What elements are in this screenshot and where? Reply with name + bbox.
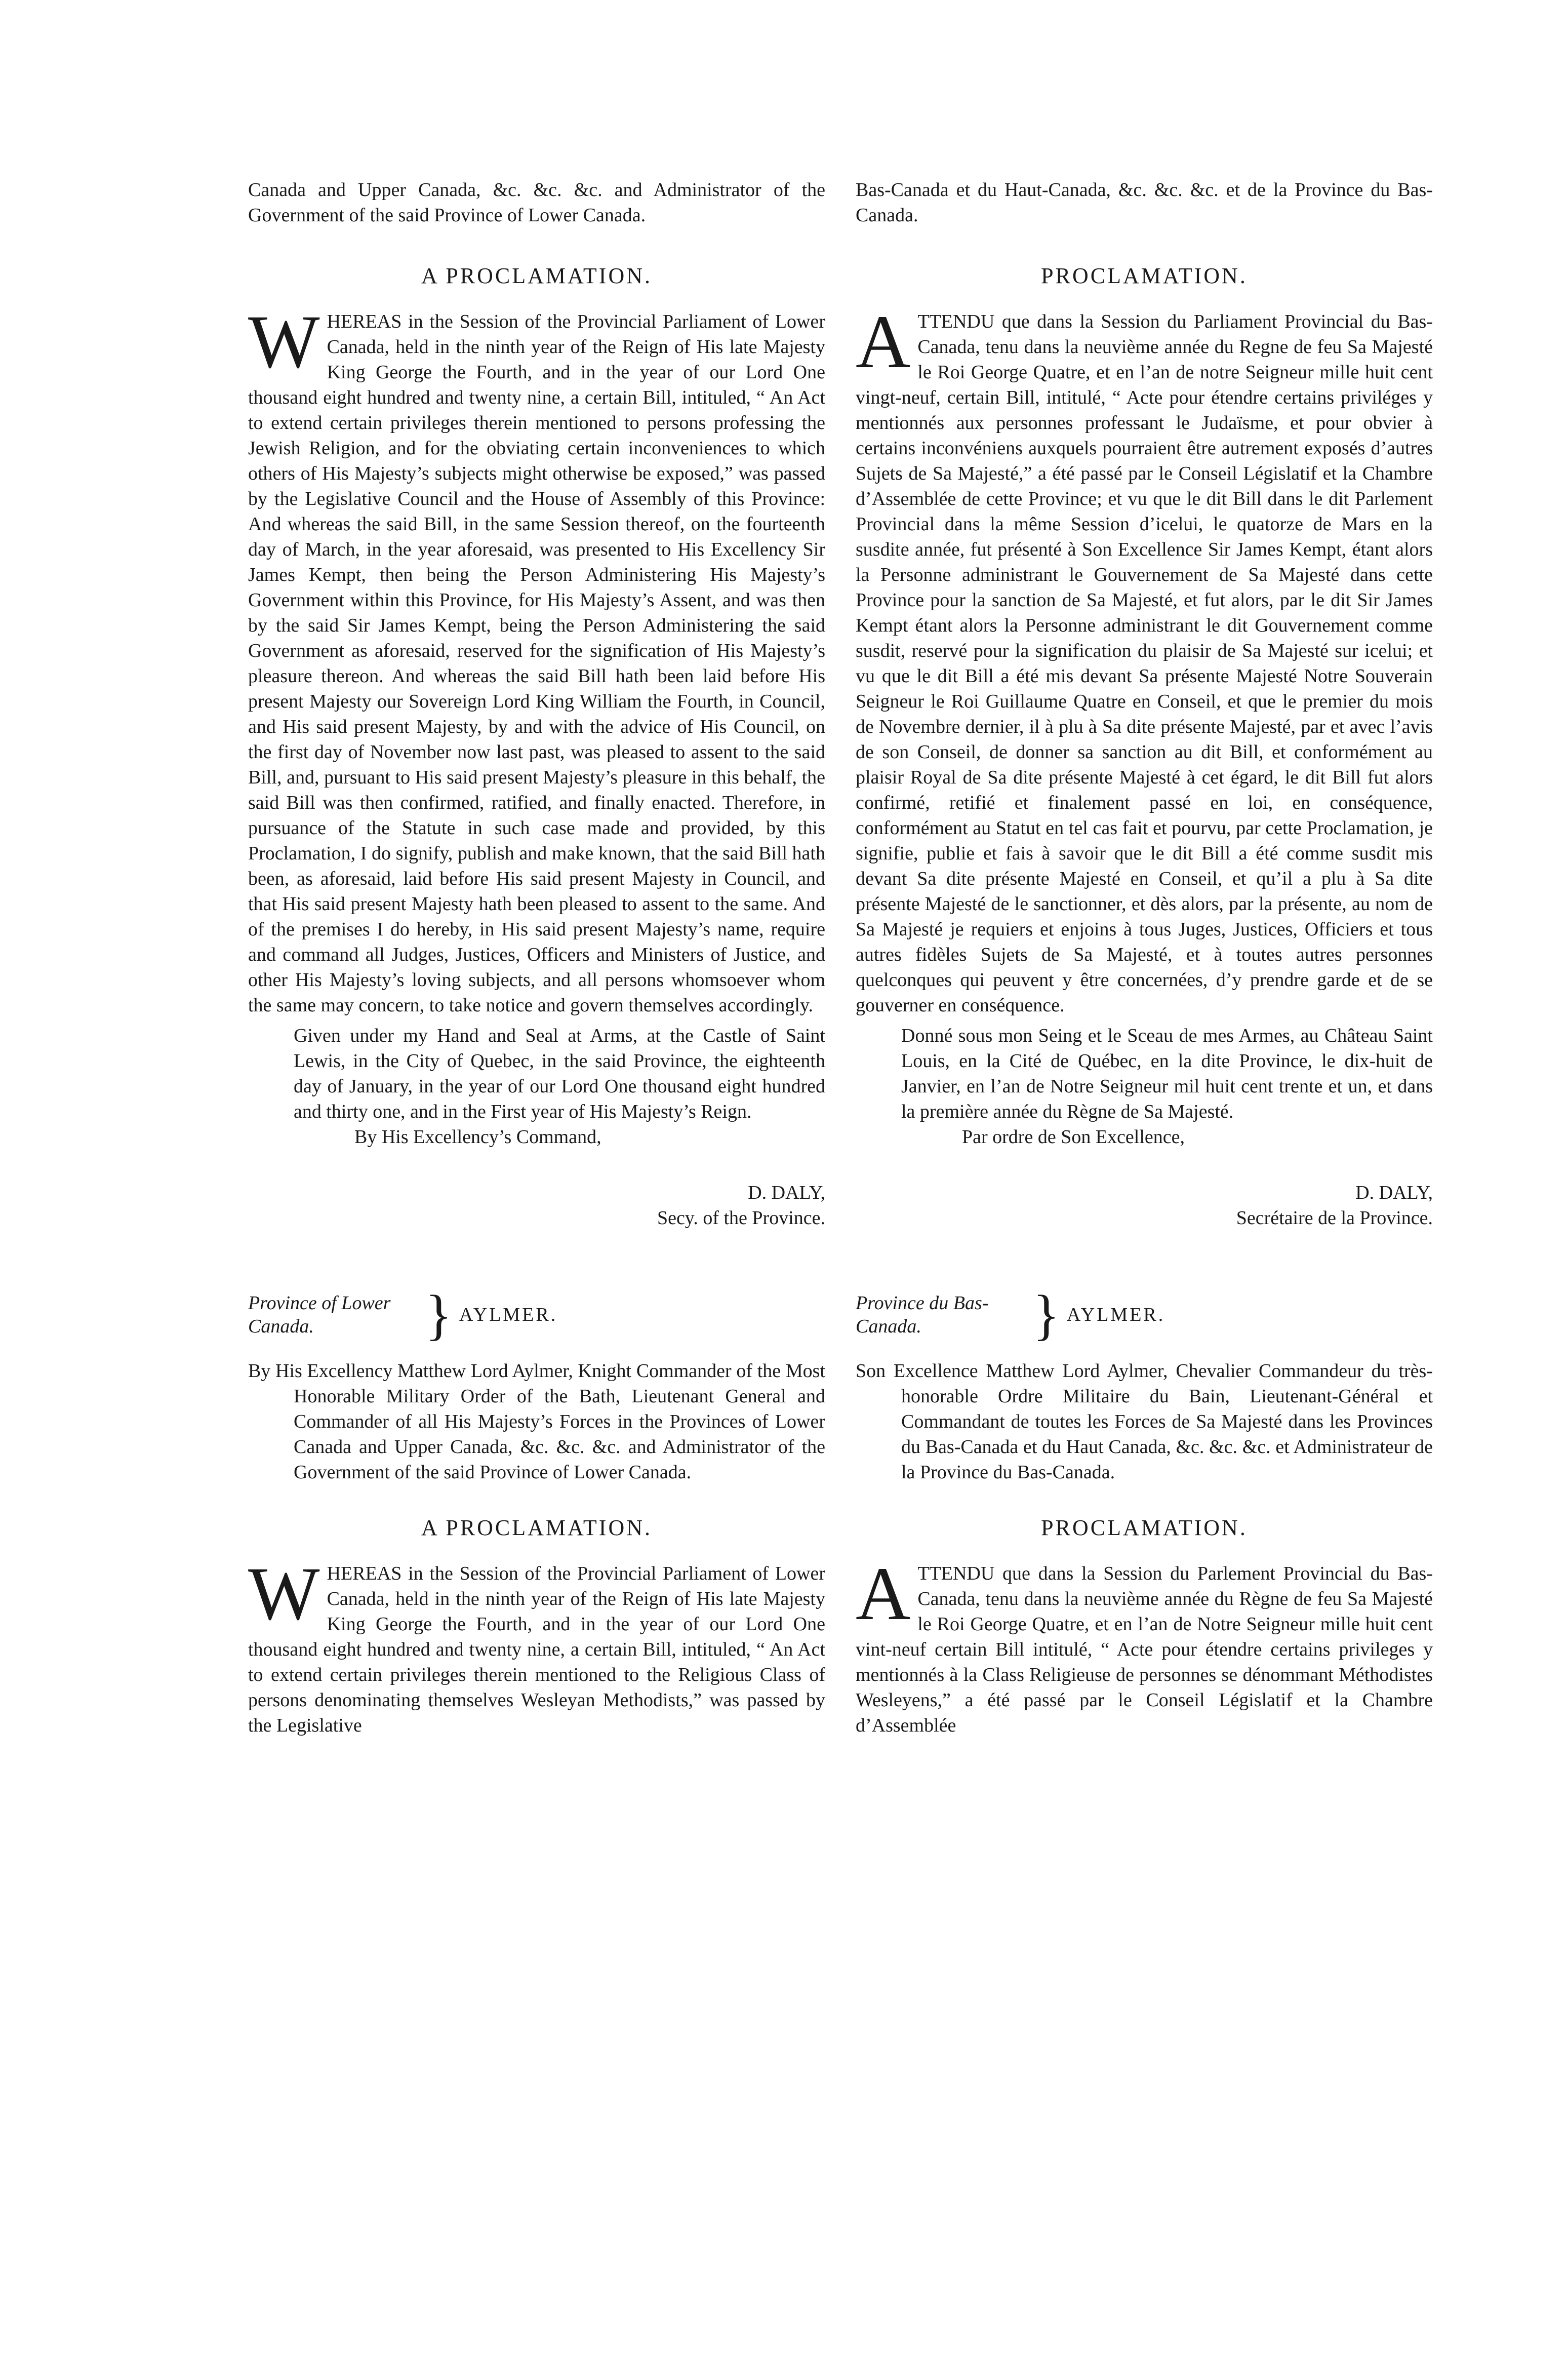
english-second-proclamation-heading: A PROCLAMATION. <box>421 1515 653 1540</box>
english-dropcap-2: W <box>248 1552 320 1636</box>
english-proclamation-heading: A PROCLAMATION. <box>421 263 653 288</box>
french-column <box>856 177 1433 1738</box>
english-signature: D. DALY, <box>748 1182 825 1203</box>
english-aylmer: AYLMER. <box>459 1304 558 1325</box>
english-province-label: Province of Lower Canada. <box>248 1292 391 1337</box>
english-intro: Canada and Upper Canada, &c. &c. &c. and Administrator of the Government of the said Province of Lower Canada. <box>248 179 825 226</box>
french-given-under-hand: Donné sous mon Seing et le Sceau de mes Armes, au Château Saint Louis, en la Cité de Québec, en la dite Province, le dix-huit de Janvier, en l’an de Notre Seigneur mil huit cent trente et un, et dans la première année du Règne de Sa Majesté. <box>901 1025 1433 1122</box>
french-jewish-act-paragraph <box>856 300 1433 1018</box>
french-brace: } <box>1033 1284 1060 1346</box>
english-jewish-act-text: HEREAS in the Session of the Provincial Parliament of Lower Canada, held in the ninth year of the Reign of His late Majesty King George the Fourth, and in the year of our Lord One thousand eight hundred and twenty nine, a certain Bill, intituled, “ An Act to extend certain privileges therein mentioned to persons professing the Jewish Religion, and for the obviating certain inconveniences to which others of His Majesty’s subjects might otherwise be exposed,” was passed by the Legislative Council and the House of Assembly of this Province: And whereas the said Bill, in the same Session thereof, on the fourteenth day of March, in the year aforesaid, was presented to His Excellency Sir James Kempt, then being the Person Administering His Majesty’s Government within this Province, for His Majesty’s Assent, and was then by the said Sir James Kempt, being the Person Administering the said Government as aforesaid, reserved for the signification of His Majesty’s pleasure thereon. And whereas the said Bill hath been laid before His present Majesty our Sovereign Lord King William the Fourth, in Council, and His said present Majesty, by and with the advice of His Council, on the first day of November now last past, was pleased to assent to the said Bill, and, pursuant to His said present Majesty’s pleasure in this behalf, the said Bill was then confirmed, ratified, and finally enacted. Therefore, in pursuance of the Statute in such case made and provided, by this Proclamation, I do signify, publish and make known, that the said Bill hath been, as aforesaid, laid before His said present Majesty in Council, and that His said present Majesty hath been pleased to assent to the same. And of the premises I do hereby, in His said present Majesty’s name, require and command all Judges, Justices, Officers and Ministers of Justice, and other His Majesty’s loving subjects, and all persons whomsoever whom the same may concern, to take notice and govern themselves accordingly. <box>248 311 825 1016</box>
english-province-header <box>248 1284 825 1346</box>
french-son-excellence: Son Excellence Matthew Lord Aylmer, Chevalier Commandeur du très-honorable Ordre Militaire du Bain, Lieutenant-Général et Commandant de toutes les Forces de Sa Majesté dans les Provinces du Bas-Canada et du Haut Canada, &c. &c. &c. et Administrateur de la Province du Bas-Canada. <box>856 1360 1433 1483</box>
french-signature: D. DALY, <box>1355 1182 1433 1203</box>
english-dropcap: W <box>248 300 320 384</box>
english-given-under-hand: Given under my Hand and Seal at Arms, at the Castle of Saint Lewis, in the City of Quebec, in the said Province, the eighteenth day of January, in the year of our Lord One thousand eight hundred and thirty one, and in the First year of His Majesty’s Reign. <box>294 1025 825 1122</box>
english-wesleyan-act-paragraph <box>248 1552 825 1738</box>
french-wesleyan-act-text: TTENDU que dans la Session du Parlement Provincial du Bas-Canada, tenu dans la neuvième année du Règne de feu Sa Majesté le Roi George Quatre, et en l’an de Notre Seigneur mille huit cent vint-neuf certain Bill intitulé, “ Acte pour étendre certains privileges y mentionnés à la Class Religieuse de personnes se dénommant Méthodistes Wesleyens,” a été passé par le Conseil Législatif et la Chambre d’Assemblée <box>856 1563 1433 1736</box>
french-second-proclamation-heading: PROCLAMATION. <box>1041 1515 1248 1540</box>
french-jewish-act-text: TTENDU que dans la Session du Parliament Provincial du Bas-Canada, tenu dans la neuvième année du Regne de feu Sa Majesté le Roi George Quatre, et en l’an de notre Seigneur mille huit cent vingt-neuf, certain Bill, intitulé, “ Acte pour étendre certains priviléges y mentionnés aux personnes professant le Judaïsme, et pour obvier à certains inconvéniens auxquels pourraient être autrement exposés d’autres Sujets de Sa Majesté,” a été passé par le Conseil Législatif et la Chambre d’Assemblée de cette Province; et vu que le dit Bill dans le dit Parlement Provincial dans la même Session d’icelui, le quatorze de Mars en la susdite année, fut présenté à Son Excellence Sir James Kempt, étant alors la Personne administrant le Gouvernement de Sa Majesté dans cette Province pour la sanction de Sa Majesté, et fut alors, par le dit Sir James Kempt étant alors la Personne administrant le dit Gouvernement comme susdit, reservé pour la signification du plaisir de Sa Majesté sur icelui; et vu que le dit Bill a été mis devant Sa présente Majesté Notre Souverain Seigneur le Roi Guillaume Quatre en Conseil, et que le premier du mois de Novembre dernier, il à plu à Sa dite présente Majesté, par et avec l’avis de son Conseil, de donner sa sanction au dit Bill, et conformément au plaisir Royal de Sa dite présente Majesté à cet égard, le dit Bill fut alors confirmé, retifié et finalement passé en loi, en conséquence, conformément au Statut en tel cas fait et pourvu, par cette Proclamation, je signifie, publie et fais à savoir que le dit Bill a été comme susdit mis devant Sa dite présente Majesté en Conseil, et qu’il a plu à Sa dite présente Majesté de le sanctionner, et dès alors, par la présente, au nom de Sa Majesté je requiers et enjoins à tous Juges, Justices, Officiers et tous autres fidèles Sujets de Sa Majesté, et à toutes autres personnes quelconques qui peuvent y être concernées, d’y prendre garde et de se gouverner en conséquence. <box>856 311 1433 1016</box>
french-dropcap-2: A <box>856 1552 911 1636</box>
english-brace: } <box>425 1284 452 1346</box>
english-column <box>248 177 825 1738</box>
english-signature-title: Secy. of the Province. <box>657 1207 825 1229</box>
english-jewish-act-paragraph <box>248 300 825 1018</box>
french-dropcap: A <box>856 300 911 384</box>
french-province-label: Province du Bas-Canada. <box>856 1292 989 1337</box>
french-aylmer: AYLMER. <box>1066 1304 1165 1325</box>
french-signature-title: Secrétaire de la Province. <box>1236 1207 1433 1229</box>
english-command-line: By His Excellency’s Command, <box>354 1126 601 1148</box>
french-proclamation-heading: PROCLAMATION. <box>1041 263 1248 288</box>
french-intro: Bas-Canada et du Haut-Canada, &c. &c. &c. et de la Province du Bas-Canada. <box>856 179 1433 226</box>
english-wesleyan-act-text: HEREAS in the Session of the Provincial Parliament of Lower Canada, held in the ninth year of the Reign of His late Majesty King George the Fourth, and in the year of our Lord One thousand eight hundred and twenty nine, a certain Bill, intituled, “ An Act to extend certain privileges therein mentioned to the Religious Class of persons denominating themselves Wesleyan Methodists,” was passed by the Legislative <box>248 1563 825 1736</box>
french-wesleyan-act-paragraph <box>856 1552 1433 1738</box>
french-province-header <box>856 1284 1433 1346</box>
french-command-line: Par ordre de Son Excellence, <box>962 1126 1185 1148</box>
english-by-his-excellency: By His Excellency Matthew Lord Aylmer, Knight Commander of the Most Honorable Military Order of the Bath, Lieutenant General and Commander of all His Majesty’s Forces in the Provinces of Lower Canada and Upper Canada, &c. &c. &c. and Administrator of the Government of the said Province of Lower Canada. <box>248 1360 825 1483</box>
